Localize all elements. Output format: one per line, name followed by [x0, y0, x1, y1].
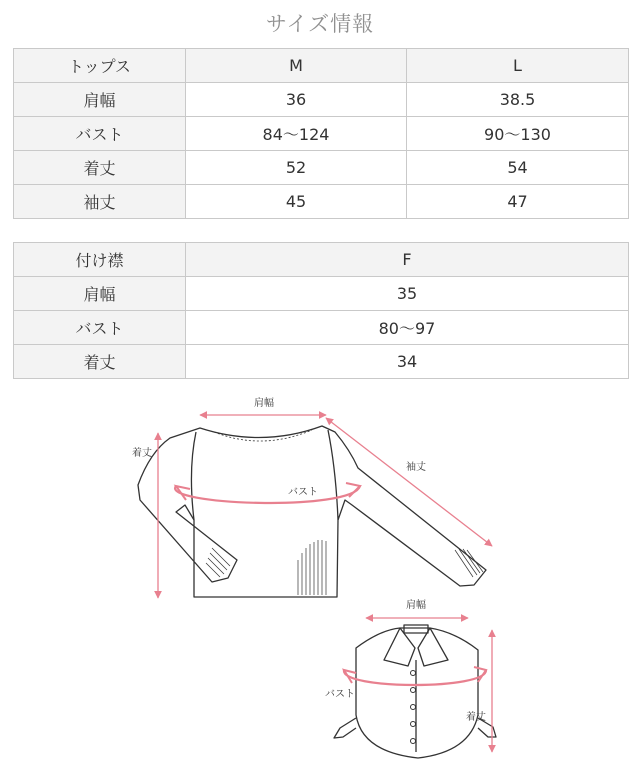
row-label: 着丈 — [14, 151, 186, 185]
collar-size-table — [13, 242, 629, 379]
table-cell: 80～97 — [186, 311, 629, 345]
collar-body-outline — [356, 628, 478, 758]
row-label: 肩幅 — [14, 83, 186, 117]
tops-armhole-right — [328, 430, 338, 520]
table-cell: 36 — [186, 83, 407, 117]
table-row — [14, 345, 629, 379]
table-header-row — [14, 243, 629, 277]
table-cell: 84～124 — [186, 117, 407, 151]
table-cell: 47 — [407, 185, 629, 219]
tops-measurements — [158, 415, 492, 598]
table-header-row — [14, 49, 629, 83]
collar-buttons — [411, 671, 416, 744]
row-label: 着丈 — [14, 345, 186, 379]
collar-left-wing — [384, 628, 415, 666]
tops-armhole-left — [191, 432, 196, 520]
header-cell: トップス — [14, 49, 186, 83]
tops-neck-trim — [214, 430, 312, 441]
table-cell: 34 — [186, 345, 629, 379]
table-row — [14, 277, 629, 311]
side-tie-left — [334, 718, 356, 738]
bust-arrow-right — [346, 483, 360, 497]
tops-length-label: 着丈 — [132, 448, 152, 459]
header-cell: L — [407, 49, 629, 83]
bust-arrow-left — [176, 486, 190, 500]
table-cell: 52 — [186, 151, 407, 185]
collar-bust-label: バスト — [325, 689, 355, 700]
row-label: バスト — [14, 311, 186, 345]
table-cell: 90～130 — [407, 117, 629, 151]
table-row — [14, 117, 629, 151]
table-row — [14, 151, 629, 185]
tops-rib-hatching — [206, 540, 483, 595]
collar-length-label: 着丈 — [466, 712, 486, 723]
row-label: バスト — [14, 117, 186, 151]
collar-right-wing — [418, 628, 448, 666]
table-cell: 45 — [186, 185, 407, 219]
table-cell: 54 — [407, 151, 629, 185]
sleeve-arrow — [326, 418, 492, 546]
collar-bust-arrow-left — [344, 670, 356, 683]
page-title: サイズ情報 — [265, 12, 375, 36]
collar-band — [404, 625, 428, 633]
tops-body-outline — [138, 426, 486, 597]
row-label: 袖丈 — [14, 185, 186, 219]
tops-shoulder-label: 肩幅 — [254, 398, 274, 409]
table-cell: 35 — [186, 277, 629, 311]
table-row — [14, 311, 629, 345]
collar-illustration — [334, 625, 496, 758]
tops-sleeve-label: 袖丈 — [406, 462, 426, 473]
table-cell: 38.5 — [407, 83, 629, 117]
tops-size-table — [13, 48, 629, 219]
bust-ellipse — [175, 486, 360, 503]
collar-measurements — [344, 618, 492, 752]
side-tie-right — [478, 718, 496, 737]
header-cell: F — [186, 243, 629, 277]
table-row — [14, 83, 629, 117]
row-label: 肩幅 — [14, 277, 186, 311]
tops-bust-label: バスト — [288, 487, 318, 498]
tops-illustration — [138, 426, 486, 597]
collar-shoulder-label: 肩幅 — [406, 600, 426, 611]
collar-bust-ellipse — [344, 670, 486, 685]
table-row — [14, 185, 629, 219]
header-cell: M — [186, 49, 407, 83]
collar-bust-arrow-right — [474, 667, 486, 682]
header-cell: 付け襟 — [14, 243, 186, 277]
